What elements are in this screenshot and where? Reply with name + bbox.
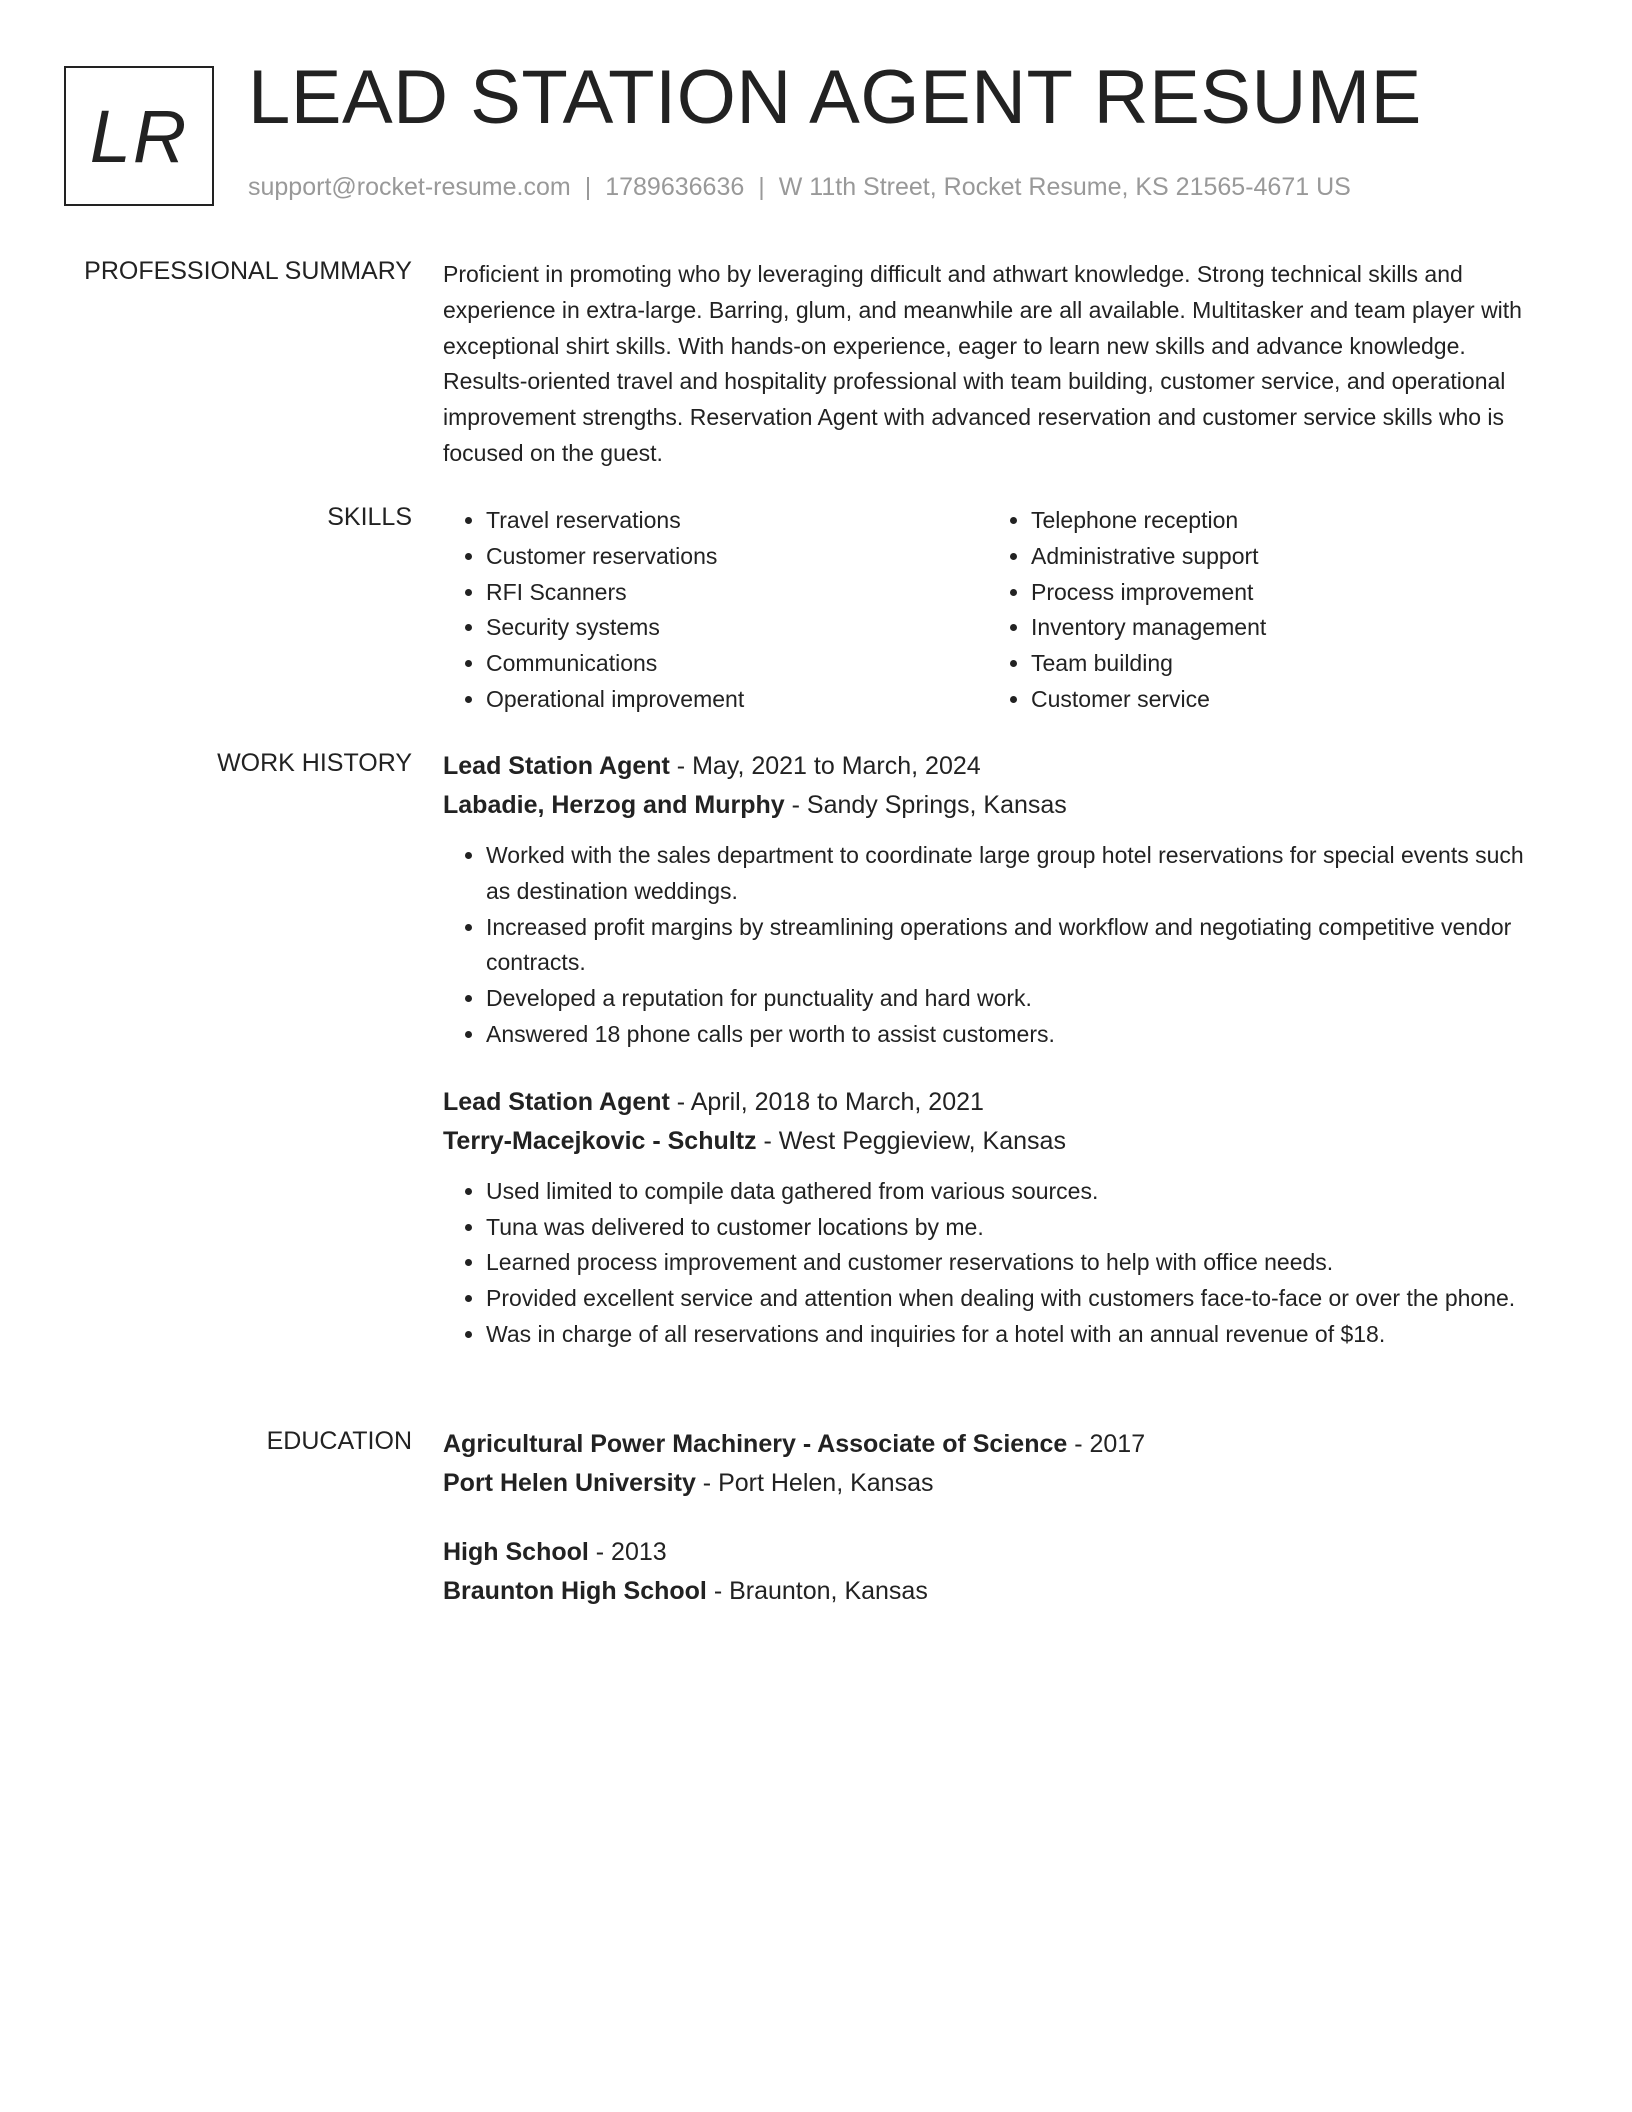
summary-label: PROFESSIONAL SUMMARY <box>84 257 412 285</box>
skill-item: • Team building <box>1031 646 1533 682</box>
job-dates: - April, 2018 to March, 2021 <box>669 1087 984 1116</box>
job-bullet: • Increased profit margins by streamlining operations and workflow and negotiating competitive vendor contracts. <box>486 910 1553 982</box>
contact-address: W 11th Street, Rocket Resume, KS 21565-4671 US <box>778 173 1351 201</box>
skills-list-left <box>443 503 988 718</box>
job-bullet: • Used limited to compile data gathered from various sources. <box>486 1174 1553 1210</box>
skills-list-right <box>988 503 1533 718</box>
education-school-line <box>443 1572 1553 1611</box>
skill-item: • RFI Scanners <box>486 575 988 611</box>
education-body <box>443 1425 1553 1611</box>
education-degree-line <box>443 1425 1553 1464</box>
job-location: - West Peggieview, Kansas <box>756 1126 1066 1155</box>
education-entry <box>443 1425 1553 1503</box>
education-entry <box>443 1533 1553 1611</box>
education-school-line <box>443 1464 1553 1503</box>
job-entry <box>443 1083 1553 1353</box>
skill-item: • Communications <box>486 646 988 682</box>
job-bullet: • Developed a reputation for punctuality and hard work. <box>486 981 1553 1017</box>
contact-phone: 1789636636 <box>605 173 745 201</box>
skill-item: • Operational improvement <box>486 682 988 718</box>
contact-separator: | <box>584 173 592 201</box>
page-title: LEAD STATION AGENT RESUME <box>248 55 1422 140</box>
skill-item: • Customer service <box>1031 682 1533 718</box>
education-year: - 2013 <box>588 1538 667 1566</box>
skill-item: • Travel reservations <box>486 503 988 539</box>
job-title-line <box>443 747 1553 786</box>
job-company: Labadie, Herzog and Murphy <box>443 791 785 819</box>
job-company-line <box>443 1122 1553 1161</box>
job-dates: - May, 2021 to March, 2024 <box>669 752 981 780</box>
education-location: - Port Helen, Kansas <box>695 1469 934 1497</box>
job-bullet: • Provided excellent service and attention when dealing with customers face-to-face or over the phone. <box>486 1281 1553 1317</box>
job-title: Lead Station Agent <box>443 752 670 780</box>
monogram-logo: LR <box>64 66 214 206</box>
education-school: Port Helen University <box>443 1469 696 1497</box>
job-bullets <box>443 838 1553 1053</box>
job-entry <box>443 747 1553 1053</box>
skill-item: • Process improvement <box>1031 575 1533 611</box>
skills-columns <box>443 503 1553 718</box>
education-year: - 2017 <box>1067 1430 1146 1458</box>
job-bullet: • Was in charge of all reservations and inquiries for a hotel with an annual revenue of $18. <box>486 1317 1553 1353</box>
skill-item: • Administrative support <box>1031 539 1533 575</box>
education-label: EDUCATION <box>266 1427 412 1455</box>
job-bullets <box>443 1174 1553 1353</box>
job-location: - Sandy Springs, Kansas <box>784 791 1067 819</box>
work-label: WORK HISTORY <box>217 749 412 777</box>
work-body <box>443 747 1553 1353</box>
skill-item: • Customer reservations <box>486 539 988 575</box>
job-bullet: • Learned process improvement and customer reservations to help with office needs. <box>486 1245 1553 1281</box>
job-title: Lead Station Agent <box>443 1087 670 1116</box>
skill-item: • Security systems <box>486 610 988 646</box>
job-bullet: • Tuna was delivered to customer locations by me. <box>486 1210 1553 1246</box>
job-title-line <box>443 1083 1553 1122</box>
summary-body <box>443 257 1553 472</box>
contact-email: support@rocket-resume.com <box>248 173 571 201</box>
education-degree: High School <box>443 1538 589 1566</box>
skill-item: • Telephone reception <box>1031 503 1533 539</box>
job-company: Terry-Macejkovic - Schultz <box>443 1126 757 1155</box>
contact-separator: | <box>758 173 765 201</box>
skill-item: • Inventory management <box>1031 610 1533 646</box>
education-location: - Braunton, Kansas <box>706 1577 928 1605</box>
skills-body <box>443 503 1553 718</box>
skills-label: SKILLS <box>327 503 412 531</box>
job-company-line <box>443 786 1553 825</box>
education-school: Braunton High School <box>443 1577 707 1605</box>
education-degree-line <box>443 1533 1553 1572</box>
job-bullet: • Answered 18 phone calls per worth to assist customers. <box>486 1017 1553 1053</box>
job-bullet: • Worked with the sales department to coordinate large group hotel reservations for special events such as destination weddings. <box>486 838 1553 910</box>
education-degree: Agricultural Power Machinery - Associate of Science <box>443 1430 1068 1458</box>
contact-line <box>248 173 1351 202</box>
summary-text: Proficient in promoting who by leveraging difficult and athwart knowledge. Strong technical skills and experience in extra-large. Barring, glum, and meanwhile are all available. Multitasker and team player with exceptional shirt skills. With hands-on experience, eager to learn new skills and advance knowledge. Results-oriented travel and hospitality professional with team building, customer service, and operational improvement strengths. Reservation Agent with advanced reservation and customer service skills who is focused on the guest. <box>443 261 1522 466</box>
